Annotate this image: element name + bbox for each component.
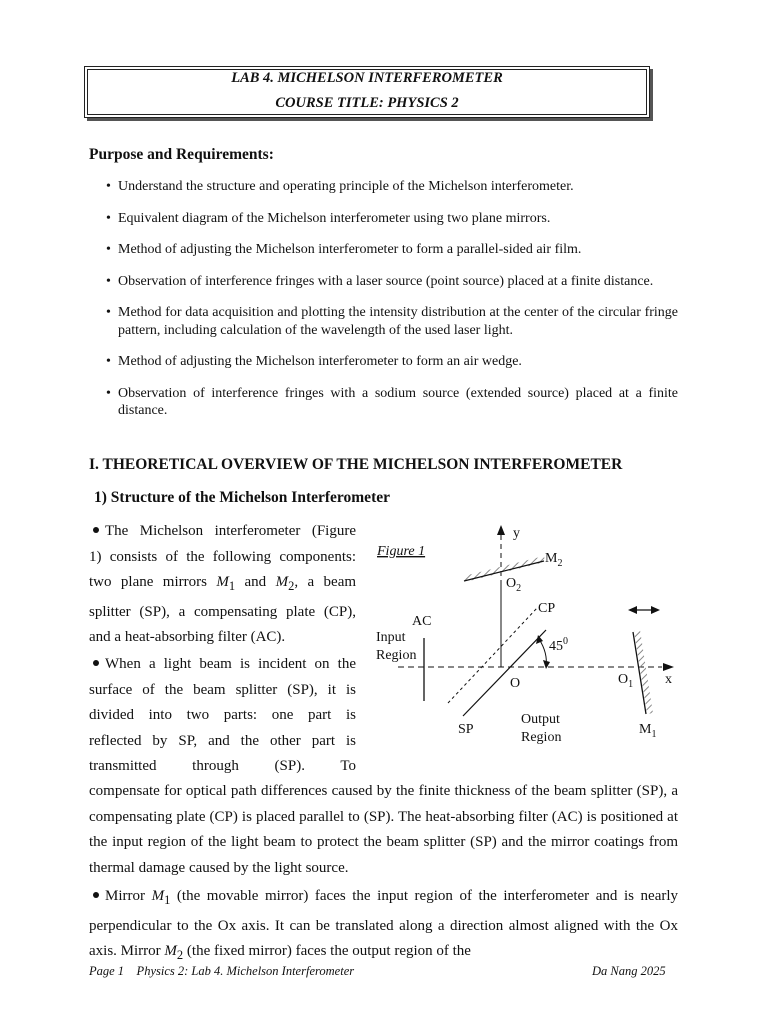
text-line: two plane mirrors $M_1$ and $M_2$, a beam (89, 574, 357, 593)
bullet-dot (93, 892, 99, 898)
mirror-m2 (464, 561, 544, 581)
list-item: • Observation of interference fringes with a laser source (point source) placed at a finite distance. (104, 273, 678, 291)
text-line: The Michelson interferometer (Figure (105, 523, 356, 539)
compensating-plate (448, 607, 538, 703)
text-line: reflected by SP, and the other part is (89, 732, 356, 749)
heat-filter-label: AC (412, 614, 432, 629)
paragraph-structure (89, 519, 356, 651)
footer-right: Da Nang 2025 (592, 964, 666, 978)
text-line: surface of the beam splitter (SP), it is (89, 681, 356, 698)
x-axis-arrow (663, 663, 674, 671)
bullet-dot (93, 527, 99, 533)
subsection-heading: 1) Structure of the Michelson Interferometer (94, 489, 390, 506)
purpose-list (104, 178, 678, 434)
y-axis-label: y (513, 526, 520, 541)
origin-label: O (510, 676, 521, 691)
title-box (84, 66, 650, 118)
figure-michelson-diagram (360, 515, 690, 755)
section-heading: I. THEORETICAL OVERVIEW OF THE MICHELSON INTERFEROMETER (89, 456, 623, 473)
input-region-label-2: Region (376, 648, 417, 663)
bullet-dot (93, 660, 99, 666)
beam-splitter-label: SP (458, 722, 474, 737)
list-item: • Understand the structure and operating principle of the Michelson interferometer. (104, 178, 678, 196)
list-item: • Equivalent diagram of the Michelson interferometer using two plane mirrors. (104, 210, 678, 228)
angle-arrow-bottom (543, 660, 550, 669)
paragraph-mirrors: Mirror $M_1$ (the movable mirror) faces the input region of the interferometer and is nearly perpendicular to the Ox axis. It can be translated along a direction almost aligned with the Ox axis. Mirror $M_2$ (the fixed mirror) faces the output region of the (89, 888, 679, 962)
purpose-heading: Purpose and Requirements: (89, 146, 274, 163)
text-line: divided into two parts: one part is (89, 707, 356, 723)
compensating-plate-label: CP (538, 601, 556, 616)
paragraph-compensate: compensate for optical path differences caused by the finite thickness of the beam splitter (SP), a compensating plate (CP) is placed parallel to (SP). The heat-absorbing filter (AC) is positioned at the input region of the light beam to protect the beam splitter (SP) and the mirror coatings from thermal damage caused by the light source. (89, 783, 678, 876)
angle-label: $45^0$ (549, 636, 568, 654)
beam-splitter (463, 630, 546, 716)
point-o2-label: $O_2$ (506, 576, 522, 594)
mirror-m2-label: $M_2$ (545, 551, 563, 569)
text-line: 1) consists of the following components: (89, 548, 356, 565)
translation-arrow-right (651, 606, 660, 614)
footer-left: Page 1 Physics 2: Lab 4. Michelson Interferometer (89, 964, 355, 978)
list-item: • Method of adjusting the Michelson interferometer to form an air wedge. (104, 353, 678, 371)
x-axis-label: x (665, 672, 672, 687)
list-item: • Observation of interference fringes with a sodium source (extended source) placed at a finite distance. (104, 385, 678, 420)
course-title: COURSE TITLE: PHYSICS 2 (275, 95, 459, 111)
text-line: transmitted through (SP). To (89, 758, 356, 774)
paragraph-beam (89, 652, 356, 780)
figure-caption: Figure 1 (377, 544, 426, 559)
list-item: • Method for data acquisition and plotting the intensity distribution at the center of the circular fringe pattern, including calculation of the wavelength of the used laser light. (104, 304, 678, 339)
input-region-label-1: Input (376, 630, 406, 645)
mirror-m1-label: $M_1$ (639, 722, 657, 740)
list-item: • Method of adjusting the Michelson interferometer to form a parallel-sided air film. (104, 241, 678, 259)
y-axis-arrow (497, 525, 505, 535)
translation-arrow-left (628, 606, 637, 614)
text-line: splitter (SP), a compensating plate (CP), (89, 603, 356, 620)
text-line: and a heat-absorbing filter (AC). (89, 629, 286, 645)
point-o1-label: $O_1$ (618, 672, 634, 690)
output-region-label-2: Region (521, 730, 562, 745)
text-line: When a light beam is incident on the (105, 656, 356, 672)
output-region-label-1: Output (521, 712, 560, 727)
lab-title: LAB 4. MICHELSON INTERFEROMETER (231, 70, 503, 86)
